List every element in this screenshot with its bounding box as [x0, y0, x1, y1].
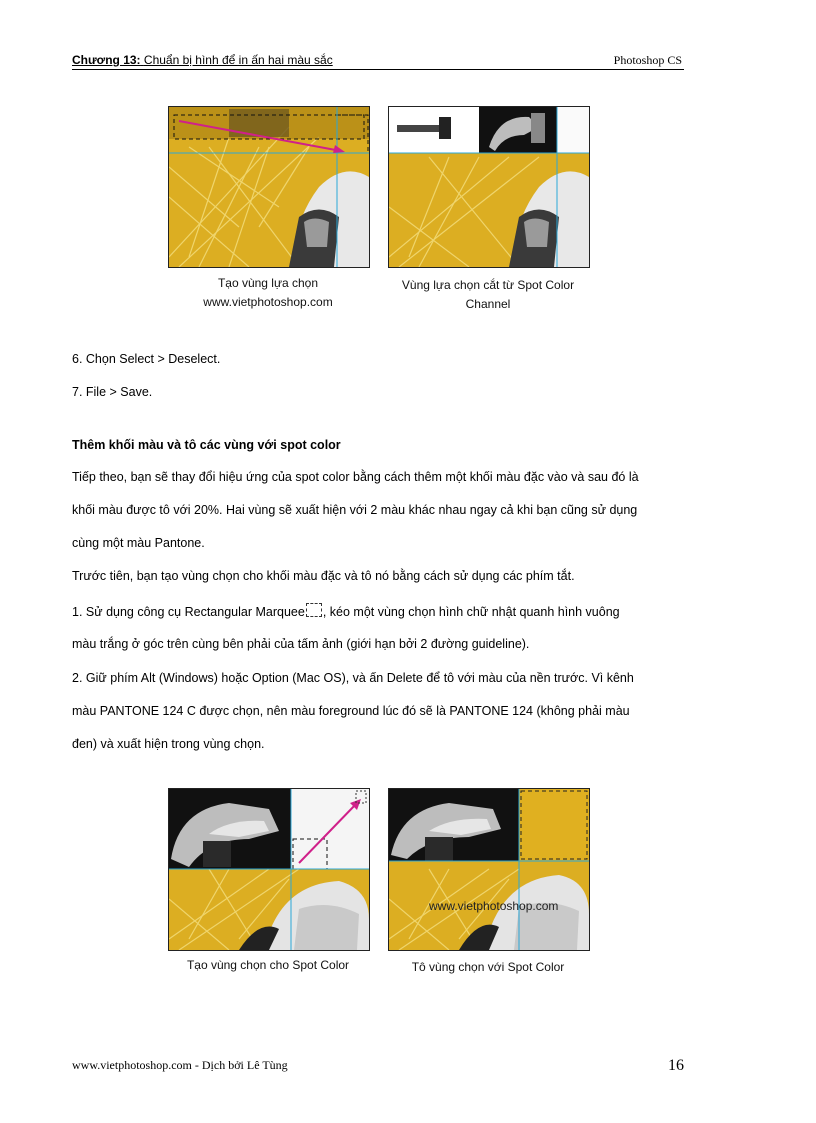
book-title: Photoshop CS: [613, 53, 682, 67]
footer-credit: www.vietphotoshop.com - Dịch bởi Lê Tùng: [72, 1058, 288, 1072]
figure-spot-fill-image: [389, 789, 589, 950]
section-heading: Thêm khối màu và tô các vùng với spot color: [72, 438, 341, 452]
paragraph-fragment: 1. Sử dụng công cụ Rectangular Marquee: [72, 605, 305, 619]
figure-create-selection: [168, 106, 370, 268]
rectangular-marquee-icon: [306, 603, 322, 617]
chapter-heading: [72, 53, 333, 67]
figure-caption-line: Channel: [465, 297, 511, 311]
paragraph-line: đen) và xuất hiện trong vùng chọn.: [72, 737, 265, 751]
figure-spot-fill-caption: Tô vùng chọn với Spot Color: [411, 960, 565, 974]
page-header: [72, 51, 684, 70]
step-save: 7. File > Save.: [72, 385, 153, 399]
figure-spot-channel-image: [389, 107, 589, 267]
paragraph-line: màu trắng ở góc trên cùng bên phải của tấm ảnh (giới hạn bởi 2 đường guideline).: [72, 637, 530, 651]
paragraph-fragment: , kéo một vùng chọn hình chữ nhật quanh hình vuông: [322, 605, 620, 619]
figure-spot-channel-caption: [378, 276, 598, 314]
figure-watermark: www.vietphotoshop.com: [429, 899, 559, 913]
figure-spot-selection-image: [169, 789, 369, 950]
figure-create-selection-image: [169, 107, 369, 267]
step-deselect: 6. Chọn Select > Deselect.: [72, 352, 221, 366]
figure-spot-selection: [168, 788, 370, 951]
step-fill-foreground: 2. Giữ phím Alt (Windows) hoặc Option (Mac OS), và ấn Delete để tô với màu của nền trước. Vì kênh: [72, 671, 634, 685]
paragraph-line: Tiếp theo, bạn sẽ thay đổi hiệu ứng của spot color bằng cách thêm một khối màu đặc vào và sau đó là: [72, 470, 639, 484]
paragraph-line: màu PANTONE 124 C được chọn, nên màu foreground lúc đó sẽ là PANTONE 124 (không phải màu: [72, 704, 630, 718]
figure-spot-selection-caption: Tạo vùng chọn cho Spot Color: [186, 958, 350, 972]
page-number: 16: [668, 1057, 684, 1074]
figure-create-selection-caption: [168, 274, 368, 312]
paragraph-line: khối màu được tô với 20%. Hai vùng sẽ xuất hiện với 2 màu khác nhau ngay cả khi bạn cũng sử dụng: [72, 503, 638, 517]
figure-spot-channel-selection: [388, 106, 590, 268]
figure-spot-fill: [388, 788, 590, 951]
paragraph-line: Trước tiên, bạn tạo vùng chọn cho khối màu đặc và tô nó bằng cách sử dụng các phím tắt.: [72, 569, 575, 583]
chapter-title: Chuẩn bị hình để in ấn hai màu sắc: [143, 53, 333, 67]
step-rectangular-marquee: [72, 603, 620, 620]
figure-caption-url: www.vietphotoshop.com: [203, 295, 333, 309]
figure-caption-line: Vùng lựa chọn cắt từ Spot Color: [401, 278, 575, 292]
figure-caption-line: Tạo vùng lựa chọn: [217, 276, 319, 290]
chapter-label: Chương 13:: [72, 53, 141, 67]
paragraph-line: cùng một màu Pantone.: [72, 536, 205, 550]
